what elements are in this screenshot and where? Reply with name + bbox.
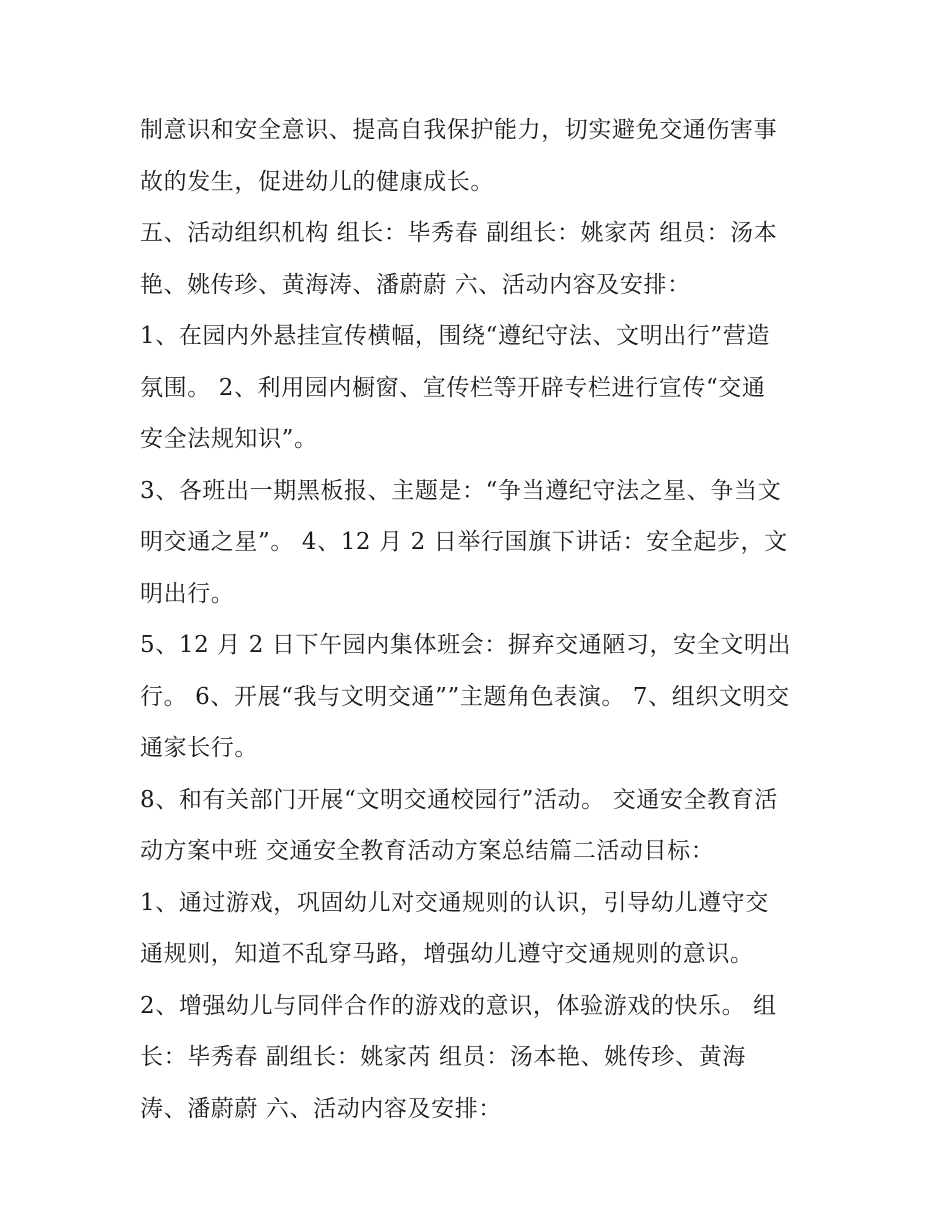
text-line: 行。 6、开展“我与文明交通””主题角色表演。 7、组织文明交 — [140, 683, 790, 710]
text-line: 氛围。 2、利用园内橱窗、宣传栏等开辟专栏进行宣传“交通 — [140, 374, 766, 401]
text-line: 明交通之星”。 4、12 月 2 日举行国旗下讲话：安全起步，文 — [140, 529, 788, 555]
document-body — [140, 105, 820, 1135]
text-line: 5、12 月 2 日下午园内集体班会：摒弃交通陋习，安全文明出 — [140, 632, 792, 658]
text-line: 涛、潘蔚蔚 六、活动内容及安排： — [140, 1095, 502, 1122]
text-line: 故的发生，促进幼儿的健康成长。 — [140, 168, 494, 195]
text-line: 长：毕秀春 副组长：姚家芮 组员：汤本艳、姚传珍、黄海 — [140, 1044, 746, 1070]
text-line: 安全法规知识”。 — [140, 426, 318, 452]
text-line: 艳、姚传珍、黄海涛、潘蔚蔚 六、活动内容及安排： — [140, 271, 691, 298]
text-line: 动方案中班 交通安全教育活动方案总结篇二活动目标： — [140, 838, 715, 864]
text-line: 8、和有关部门开展“文明交通校园行”活动。 交通安全教育活 — [140, 786, 778, 813]
text-line: 明出行。 — [140, 580, 235, 607]
text-line: 通规则，知道不乱穿马路，增强幼儿遵守交通规则的意识。 — [140, 941, 754, 967]
text-line: 1、在园内外悬挂宣传横幅，围绕“遵纪守法、文明出行”营造 — [140, 323, 770, 349]
text-line: 五、活动组织机构 组长：毕秀春 副组长：姚家芮 组员：汤本 — [140, 220, 778, 246]
text-line: 通家长行。 — [140, 735, 258, 761]
text-line: 制意识和安全意识、提高自我保护能力，切实避免交通伤害事 — [140, 117, 778, 143]
text-line: 1、通过游戏，巩固幼儿对交通规则的认识，引导幼儿遵守交 — [140, 889, 769, 916]
text-line: 2、增强幼儿与同伴合作的游戏的意识，体验游戏的快乐。 组 — [140, 992, 777, 1019]
text-line: 3、各班出一期黑板报、主题是：“争当遵纪守法之星、争当文 — [140, 477, 782, 504]
